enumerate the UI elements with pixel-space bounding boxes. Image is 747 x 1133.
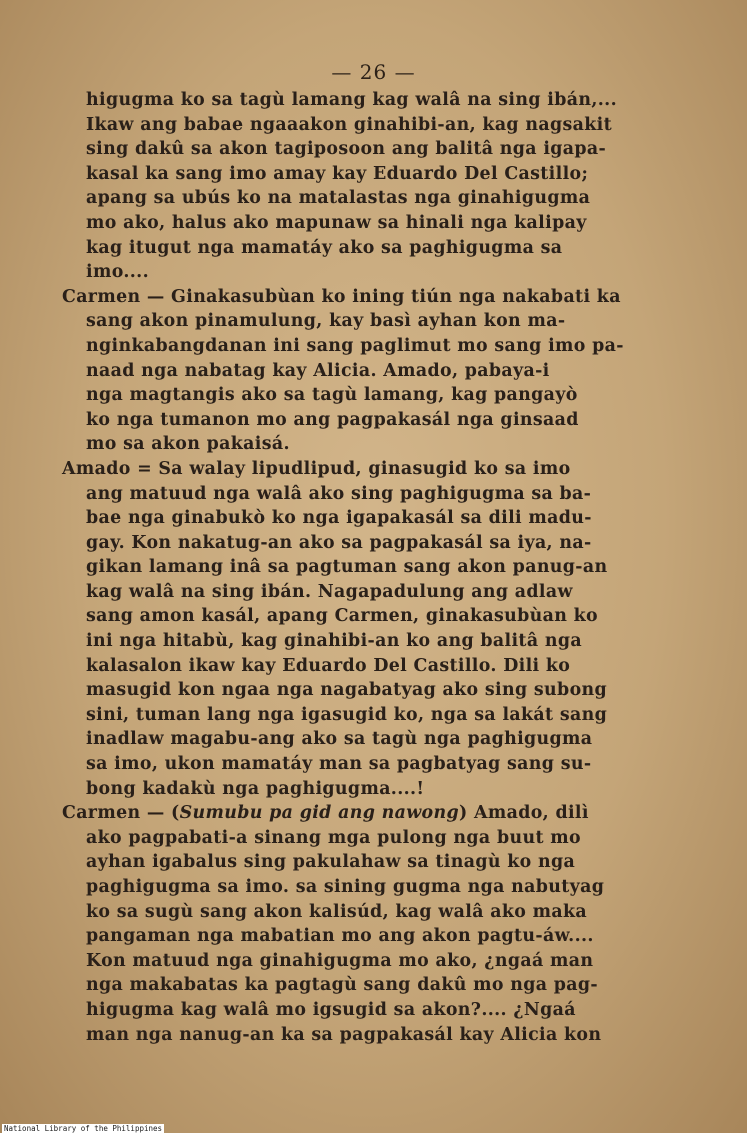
- speaker-label: Carmen — (: [62, 803, 180, 824]
- text-line: paghigugma sa imo. sa sining gugma nga nabutyag: [86, 877, 605, 897]
- text-line: mo ako, halus ako mapunaw sa hinali nga kalipay: [86, 212, 587, 233]
- text-line: naad nga nabatag kay Alicia. Amado, pabaya-i: [86, 360, 550, 381]
- speaker-text: Amado, dilì: [473, 803, 589, 824]
- text-line: gikan lamang inâ sa pagtuman sang akon panug-an: [86, 557, 608, 578]
- text-line: ko sa sugù sang akon kalisúd, kag walâ ako maka: [86, 901, 587, 922]
- text-line: man nga nanug-an ka sa pagpakasál kay Alicia kon: [86, 1024, 602, 1045]
- page-number: — 26 —: [331, 60, 416, 84]
- text-line: nginkabangdanan ini sang paglimut mo sang imo pa-: [86, 335, 624, 356]
- text-line: kalasalon ikaw kay Eduardo Del Castillo. Dili ko: [86, 655, 571, 676]
- text-line: kag walâ na sing ibán. Nagapadulung ang adlaw: [86, 581, 573, 602]
- text-line: ini nga hitabù, kag ginahibi-an ko ang balitâ nga: [86, 631, 582, 652]
- text-line: bong kadakù nga paghigugma....!: [86, 778, 425, 799]
- stage-direction: Sumubu pa gid ang nawong: [179, 803, 459, 824]
- text-line: sang amon kasál, apang Carmen, ginakasubùan ko: [86, 606, 598, 627]
- text-line: Kon matuud nga ginahigugma mo ako, ¿ngaá man: [86, 950, 594, 971]
- text-line: sing dakû sa akon tagiposoon ang balitâ nga igapa-: [86, 139, 607, 160]
- text-line: sini, tuman lang nga igasugid ko, nga sa lakát sang: [86, 704, 608, 725]
- text-line: gay. Kon nakatug-an ako sa pagpakasál sa iya, na-: [86, 532, 592, 553]
- speaker-line-carmen: Carmen — Ginakasubùan ko ining tiún nga nakabati ka: [62, 286, 621, 307]
- speaker-line-amado: Amado = Sa walay lipudlipud, ginasugid ko sa imo: [62, 458, 571, 479]
- stage-close: ): [459, 803, 474, 824]
- text-line: Ikaw ang babae ngaaakon ginahibi-an, kag nagsakit: [86, 114, 612, 135]
- text-line: higugma ko sa tagù lamang kag walâ na sing ibán,...: [86, 90, 617, 110]
- text-line: ang matuud nga walâ ako sing paghigugma sa ba-: [86, 483, 592, 504]
- footer-credit: National Library of the Philippines: [4, 1124, 163, 1133]
- text-line: ayhan igabalus sing pakulahaw sa tinagù ko nga: [86, 852, 576, 873]
- text-line: apang sa ubús ko na matalastas nga ginahigugma: [86, 188, 591, 209]
- text-line: ako pagpabati-a sinang mga pulong nga buut mo: [86, 827, 581, 848]
- text-line: inadlaw magabu-ang ako sa tagù nga paghigugma: [86, 729, 593, 750]
- text-line: nga makabatas ka pagtagù sang dakû mo nga pag-: [86, 975, 598, 996]
- speaker-line-carmen-stage: [62, 801, 678, 826]
- text-line: higugma kag walâ mo igsugid sa akon?.... ¿Ngaá: [86, 999, 576, 1020]
- text-line: sang akon pinamulung, kay basì ayhan kon ma-: [86, 311, 566, 332]
- text-line: imo....: [86, 262, 149, 283]
- body-text: [62, 88, 678, 1047]
- text-line: mo sa akon pakaisá.: [86, 434, 290, 455]
- text-line: nga magtangis ako sa tagù lamang, kag pangayò: [86, 385, 578, 406]
- text-line: sa imo, ukon mamatáy man sa pagbatyag sang su-: [86, 754, 592, 775]
- text-line: kasal ka sang imo amay kay Eduardo Del Castillo;: [86, 163, 589, 184]
- text-line: pangaman nga mabatian mo ang akon pagtu-áw....: [86, 926, 594, 947]
- text-line: masugid kon ngaa nga nagabatyag ako sing subong: [86, 680, 608, 701]
- text-line: kag itugut nga mamatáy ako sa paghigugma sa: [86, 237, 563, 258]
- text-line: ko nga tumanon mo ang pagpakasál nga ginsaad: [86, 409, 579, 430]
- text-line: bae nga ginabukò ko nga igapakasál sa dili madu-: [86, 508, 592, 529]
